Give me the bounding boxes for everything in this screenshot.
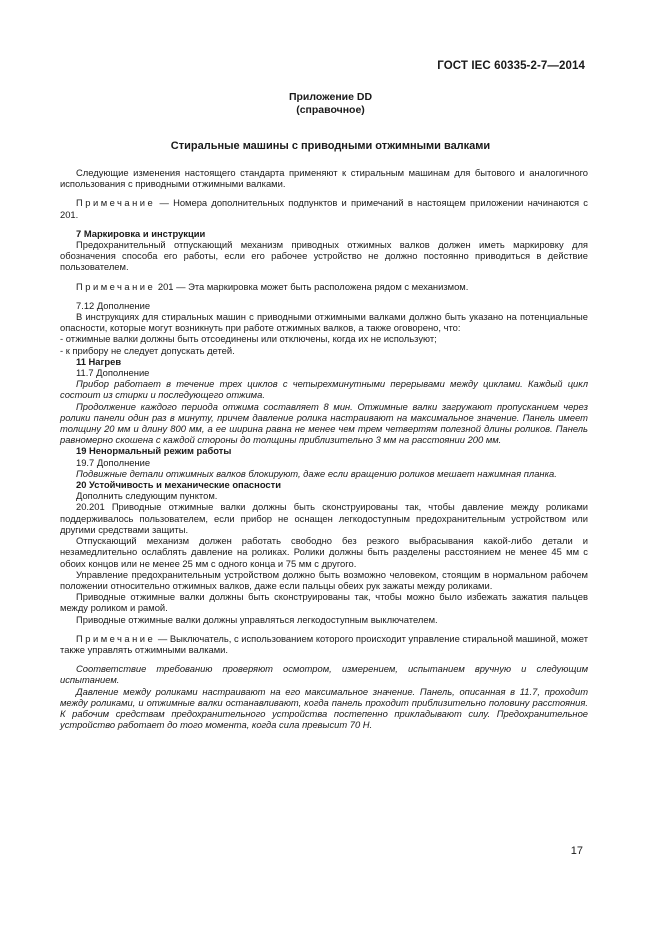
italic-paragraph: Подвижные детали отжимных валков блокируют, даже если вращению роликов мешает нажимная планка. bbox=[76, 467, 557, 479]
subclause-heading: 19.7 Дополнение bbox=[76, 456, 151, 468]
paragraph: 20.201 Приводные отжимные валки должны быть сконструированы так, чтобы давление между роликами поддерживалось пользователем, если прибор не оснащен легкодоступным предохранительным устройством или другими средствами защиты. bbox=[60, 501, 588, 535]
annex-subtitle: (справочное) bbox=[296, 104, 365, 116]
paragraph: Предохранительный отпускающий механизм приводных отжимных валков должен иметь маркировку для обозначения способа его работы, если его рабочее устройство не должно постоянно приводиться в действие пользователем. bbox=[60, 239, 588, 273]
italic-paragraph: Давление между роликами настраивают на его максимальное значение. Панель, описанная в 11.7, проходит между роликами, и отжимные валки останавливают, когда панель проходит приблизительно половину расстояния. К рабочим средствам предохранительного устройства постепенно прикладывают силу. Предохранительное устройство работает до того момента, когда сила превысит 70 Н. bbox=[60, 685, 588, 731]
section-title: Стиральные машины с приводными отжимными валками bbox=[170, 140, 491, 152]
paragraph: Управление предохранительным устройством должно быть возможно человеком, стоящим в нормальном рабочем положении относительно отжимных валков, даже если пальцы обеих рук зажаты между роликами. bbox=[60, 568, 588, 591]
note-label: Примечание bbox=[76, 197, 156, 209]
paragraph: В инструкциях для стиральных машин с приводными отжимными валками должно быть указано на потенциальные опасности, которые могут возникнуть при работе отжимных валков, а также оговорено, что: bbox=[60, 311, 588, 334]
clause-heading: 19 Ненормальный режим работы bbox=[76, 445, 232, 457]
note-paragraph bbox=[60, 281, 588, 292]
note-text: 201 — Эта маркировка может быть расположена рядом с механизмом. bbox=[157, 280, 469, 292]
list-item: - отжимные валки должны быть отсоединены или отключены, когда их не используют; bbox=[60, 333, 437, 345]
italic-paragraph: Соответствие требованию проверяют осмотром, измерением, испытанием вручную и следующим испытанием. bbox=[60, 663, 588, 686]
intro-paragraph: Следующие изменения настоящего стандарта применяют к стиральным машинам для бытового и аналогичного использования с приводными отжимными валками. bbox=[60, 167, 588, 190]
subclause-heading: 11.7 Дополнение bbox=[76, 367, 150, 379]
annex-title: Приложение DD bbox=[288, 91, 373, 103]
paragraph: Дополнить следующим пунктом. bbox=[76, 490, 218, 502]
note-paragraph bbox=[60, 633, 588, 655]
note-text: — Номера дополнительных подпунктов и примечаний в настоящем приложении начинаются с 201. bbox=[60, 197, 588, 220]
clause-heading: 7 Маркировка и инструкции bbox=[76, 227, 206, 239]
clause-heading: 20 Устойчивость и механические опасности bbox=[76, 479, 281, 491]
subclause-heading: 7.12 Дополнение bbox=[76, 299, 151, 311]
annex-heading bbox=[0, 91, 661, 117]
note-text: — Выключатель, с использованием которого происходит управление стиральной машиной, может также управлять отжимными валками. bbox=[60, 632, 588, 655]
document-body bbox=[60, 167, 588, 730]
italic-paragraph: Прибор работает в течение трех циклов с четырехминутными перерывами между циклами. Каждый цикл состоит из стирки и последующего отжима. bbox=[60, 378, 588, 401]
paragraph: Приводные отжимные валки должны управляться легкодоступным выключателем. bbox=[76, 613, 438, 625]
page-number: 17 bbox=[570, 845, 583, 857]
paragraph: Приводные отжимные валки должны быть сконструированы так, чтобы можно было избежать зажатия пальцев между роликом и рамой. bbox=[60, 591, 588, 614]
standard-header: ГОСТ IEC 60335-2-7—2014 bbox=[437, 60, 585, 72]
note-label: Примечание bbox=[76, 632, 156, 644]
note-label: Примечание bbox=[76, 280, 156, 292]
italic-paragraph: Продолжение каждого периода отжима составляет 8 мин. Отжимные валки загружают пропусканием через ролики панели один раз в минуту, причем давление ролика настраивают на максимальное значение. Панель имеет толщину 20 мм и длину 800 мм, а ее ширина равна не менее чем трем четвертям полезной длины роликов. Панель равномерно скошена с каждой стороны до толщины приблизительно 3 мм на расстоянии 200 мм. bbox=[60, 400, 588, 446]
paragraph: Отпускающий механизм должен работать свободно без резкого выбрасывания какой-либо детали и незамедлительно ослаблять давление на роликах. Ролики должны быть разделены расстоянием не менее 45 мм с обоих концов или не менее 25 мм с одного конца и 75 мм с другого. bbox=[60, 535, 588, 569]
clause-heading: 11 Нагрев bbox=[76, 355, 122, 367]
list-item: - к прибору не следует допускать детей. bbox=[60, 344, 235, 356]
note-paragraph bbox=[60, 197, 588, 219]
